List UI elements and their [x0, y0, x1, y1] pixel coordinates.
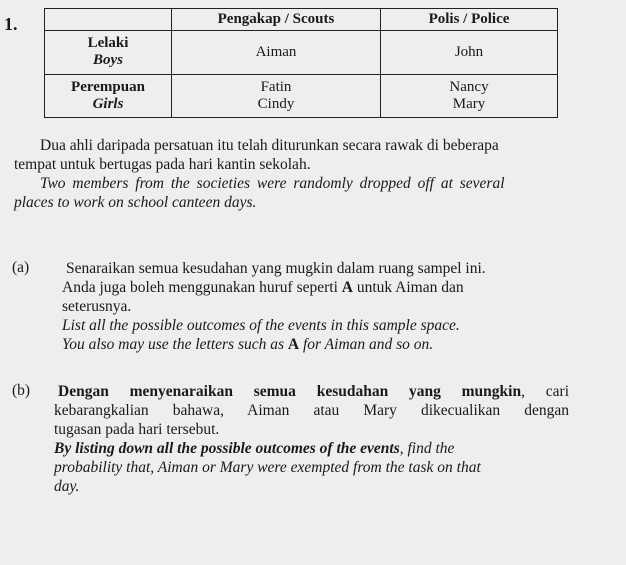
intro-bm-line: tempat untuk bertugas pada hari kantin sekolah.	[14, 156, 311, 173]
table-row	[45, 31, 558, 74]
row-label-bm: Lelaki	[87, 35, 129, 52]
member-name: Cindy	[257, 95, 295, 112]
question-number: 1.	[4, 14, 18, 34]
intro-en-line: places to work on school canteen days.	[14, 194, 257, 211]
part-a-text	[62, 259, 592, 354]
part-b-bm-bold: Dengan menyenaraikan semua kesudahan yang mungkin	[58, 383, 522, 400]
part-a-en-text: You also may use the letters such as	[62, 336, 288, 353]
intro-paragraph	[14, 136, 589, 212]
part-b-bm-line: tugasan pada hari tersebut.	[54, 421, 220, 438]
part-a-bm-line	[62, 278, 592, 297]
member-name: Aiman	[255, 43, 297, 60]
member-name: Nancy	[449, 78, 489, 95]
part-b-label: (b)	[12, 382, 31, 399]
part-b-en-line: probability that, Aiman or Mary were exempted from the task on that	[54, 459, 481, 476]
part-a-bm-line: Senaraikan semua kesudahan yang mugkin dalam ruang sampel ini.	[66, 260, 486, 277]
row-label-boys	[45, 31, 172, 74]
part-a-bm-text: untuk Aiman dan	[352, 279, 464, 296]
cell-scouts-girls	[172, 74, 381, 117]
part-a-en-text: for Aiman and so on.	[299, 336, 434, 353]
part-b-en-text: , find the	[399, 440, 455, 457]
part-a-en-letter: A	[287, 336, 300, 353]
member-name: John	[454, 43, 484, 60]
table-header-blank	[45, 9, 172, 31]
row-label-bm: Perempuan	[71, 78, 145, 95]
part-b-en-line: day.	[54, 478, 80, 495]
intro-en-line: Two members from the societies were randomly dropped off at several	[40, 175, 505, 192]
part-a-en-line	[62, 335, 592, 354]
part-b-en-line	[54, 439, 569, 458]
intro-bm-line: Dua ahli daripada persatuan itu telah diturunkan secara rawak di beberapa	[40, 137, 499, 154]
part-a-bm-letter: A	[341, 279, 353, 296]
part-a-en-line: List all the possible outcomes of the events in this sample space.	[62, 317, 460, 334]
cell-police-boys	[381, 31, 558, 74]
table-row	[45, 74, 558, 117]
cell-police-girls	[381, 74, 558, 117]
member-name: Mary	[452, 95, 486, 112]
part-b-bm-line: kebarangkalian bahawa, Aiman atau Mary dikecualikan dengan	[54, 402, 569, 419]
row-label-en: Girls	[92, 95, 124, 112]
table-header-police: Polis / Police	[381, 9, 558, 31]
part-a-bm-text: Anda juga boleh menggunakan huruf seperti	[62, 279, 342, 296]
part-b-text	[54, 382, 569, 496]
part-a-label: (a)	[12, 259, 30, 276]
membership-table	[44, 8, 558, 118]
part-a-bm-line: seterusnya.	[62, 298, 132, 315]
part-b-bm-line	[54, 382, 569, 401]
member-name: Fatin	[260, 78, 292, 95]
row-label-en: Boys	[93, 52, 123, 69]
cell-scouts-boys	[172, 31, 381, 74]
row-label-girls	[45, 74, 172, 117]
part-b-en-bold: By listing down all the possible outcomes of the events	[54, 440, 400, 457]
table-header-scouts: Pengakap / Scouts	[172, 9, 381, 31]
part-b-bm-text: , cari	[521, 383, 569, 400]
table-header-row	[45, 9, 558, 31]
